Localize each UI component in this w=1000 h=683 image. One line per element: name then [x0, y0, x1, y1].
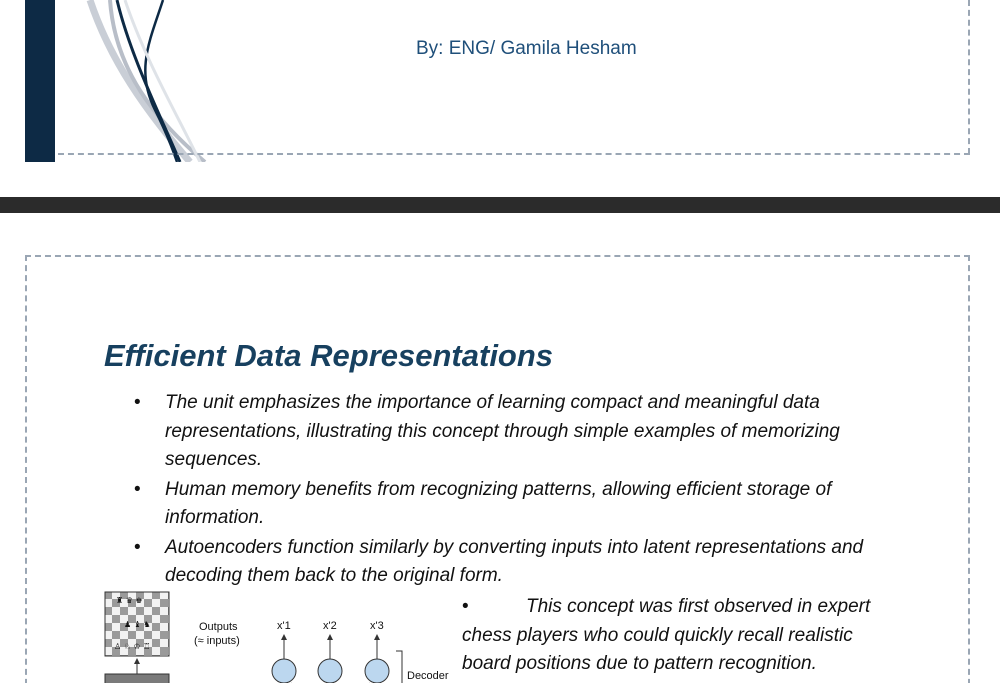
bullet-icon: • — [134, 536, 141, 558]
svg-text:♙ ♘ ♔ ♖: ♙ ♘ ♔ ♖ — [114, 642, 151, 651]
svg-text:♟ ♝ ♞: ♟ ♝ ♞ — [124, 620, 151, 629]
outputs-label: Outputs — [199, 621, 238, 633]
list-item — [134, 534, 894, 591]
svg-text:x'3: x'3 — [370, 620, 384, 632]
content-page — [0, 213, 1000, 683]
side-paragraph — [462, 593, 892, 679]
cover-accent-bar — [25, 0, 55, 162]
svg-text:x'1: x'1 — [277, 620, 291, 632]
page-border-right — [968, 255, 970, 683]
cover-swoosh-decoration — [55, 0, 215, 162]
chessboard-icon — [105, 592, 169, 656]
output-node — [272, 620, 296, 683]
list-item — [134, 389, 894, 475]
cover-page — [0, 0, 1000, 197]
decoder-label: Decoder — [407, 670, 449, 682]
bullet-text: Human memory benefits from recognizing patterns, allowing efficient storage of information. — [165, 478, 832, 528]
chess-photo-thumbnail — [105, 674, 169, 683]
bullet-icon: • — [134, 392, 141, 413]
autoencoder-figure — [104, 591, 449, 683]
author-line: By: ENG/ Gamila Hesham — [416, 38, 637, 59]
svg-text:♜ ♛ ♚: ♜ ♛ ♚ — [116, 596, 143, 605]
decoder-bracket — [396, 651, 402, 683]
section-heading: Efficient Data Representations — [104, 338, 554, 373]
side-paragraph-text: This concept was first observed in expert chess players who could quickly recall realistic board positions due to pattern recognition. — [462, 596, 871, 674]
svg-text:x'2: x'2 — [323, 620, 337, 632]
output-node — [318, 620, 342, 683]
bullet-text: Autoencoders function similarly by converting inputs into latent representations and decoding them back to the original form. — [165, 536, 864, 586]
page-separator — [0, 197, 1000, 213]
list-item — [134, 476, 894, 533]
cover-border-bottom — [58, 153, 970, 155]
bullet-icon: • — [462, 596, 469, 617]
bullet-list — [134, 389, 894, 592]
bullet-icon: • — [134, 478, 141, 500]
outputs-sub-label: (≈ inputs) — [194, 635, 240, 647]
page-border-left — [25, 255, 27, 683]
page-border-top — [25, 255, 970, 257]
bullet-text: The unit emphasizes the importance of learning compact and meaningful data representations, illustrating this concept through simple examples of memorizing sequences. — [165, 392, 840, 470]
output-node — [365, 620, 389, 683]
cover-border-right — [968, 0, 970, 154]
